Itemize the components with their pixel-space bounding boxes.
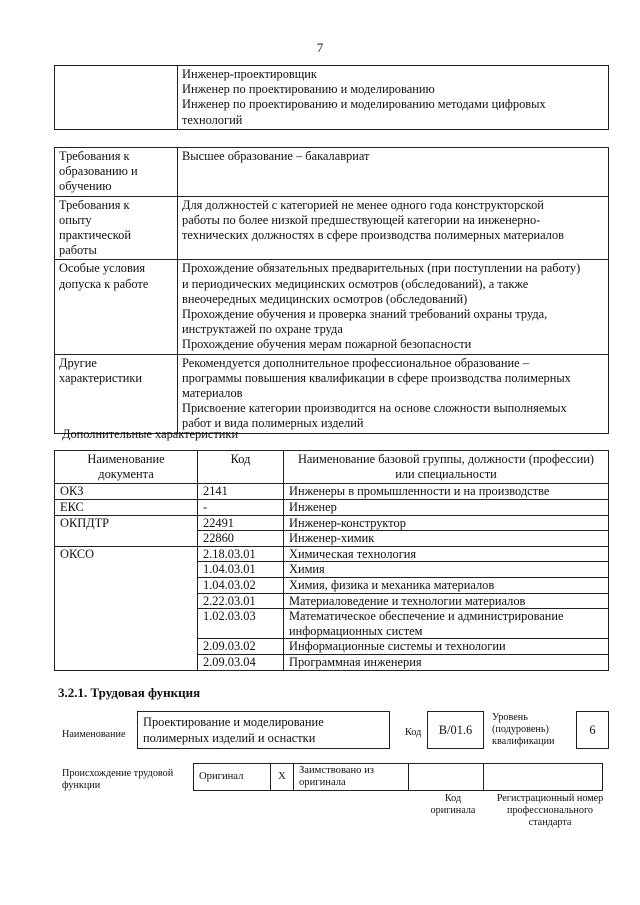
value-line: работы по более низкой предшествующей категории на инженерно- <box>182 212 541 227</box>
value-line: программы повышения квалификации в сфере производства полимерных <box>182 370 571 385</box>
code-cell: 2.18.03.01 <box>198 546 284 562</box>
requirement-label <box>55 196 178 260</box>
level-label-line: Уровень <box>492 712 528 723</box>
code-cell: 2.22.03.01 <box>198 593 284 609</box>
job-title-line: Инженер по проектированию и моделированию <box>182 82 435 97</box>
name-cell: Химия, физика и механика материалов <box>284 577 609 593</box>
section-title: 3.2.1. Трудовая функция <box>58 685 201 700</box>
additional-characteristics-heading: Дополнительные характеристики <box>62 427 239 441</box>
caption-line: стандарта <box>528 817 572 828</box>
header-line: документа <box>98 467 154 482</box>
table-row <box>55 500 609 516</box>
caption-line: профессионального <box>507 805 593 816</box>
column-header-document <box>55 451 198 484</box>
original-code-caption <box>418 793 488 817</box>
requirement-value <box>178 354 609 433</box>
label-line: Другие <box>59 355 97 370</box>
borrowed-cell <box>294 764 409 791</box>
name-cell: Инженеры в промышленности и на производстве <box>284 484 609 500</box>
value-line: Прохождение обучения мерам пожарной безопасности <box>182 337 472 352</box>
value-line: Для должностей с категорией не менее одного года конструкторской <box>182 197 544 212</box>
requirement-row-education <box>55 148 609 197</box>
name-line: Математическое обеспечение и администрирование <box>289 609 564 624</box>
job-title-line: Инженер по проектированию и моделированию методами цифровых <box>182 97 546 112</box>
value-line: Присвоение категории производится на основе сложности выполняемых <box>182 401 567 416</box>
code-cell: 1.04.03.01 <box>198 562 284 578</box>
value-line: материалов <box>182 386 243 401</box>
header-line: Наименование базовой группы, должности (профессии) <box>297 452 595 466</box>
requirement-value <box>178 148 609 197</box>
value-line: Высшее образование – бакалавриат <box>182 149 370 163</box>
code-cell: - <box>198 500 284 516</box>
caption-line: Регистрационный номер <box>496 793 604 804</box>
value-line: технических должностях в сфере производства полимерных материалов <box>182 228 564 243</box>
requirement-row-experience <box>55 196 609 260</box>
requirement-value <box>178 196 609 260</box>
caption-line: оригинала <box>430 805 476 816</box>
origin-label <box>62 768 173 792</box>
borrowed-line: оригинала <box>299 777 346 788</box>
label-line: характеристики <box>59 370 143 385</box>
function-code-box: B/01.6 <box>427 711 484 749</box>
original-code-cell <box>409 764 484 791</box>
doc-cell: ОКЗ <box>55 484 198 500</box>
table-header-row <box>55 451 609 484</box>
origin-label-line: Происхождение трудовой <box>62 768 174 779</box>
code-cell: 1.02.03.03 <box>198 609 284 639</box>
label-line: образованию и <box>59 164 138 179</box>
label-line: практической <box>59 228 131 243</box>
code-cell: 22491 <box>198 515 284 531</box>
requirement-value <box>178 260 609 354</box>
function-name-line: Проектирование и моделирование <box>143 715 324 729</box>
job-title-line: Инженер-проектировщик <box>182 67 317 81</box>
origin-label-line: функции <box>62 780 101 791</box>
header-line: или специальности <box>395 467 497 482</box>
value-line: работ и вида полимерных изделий <box>182 416 364 431</box>
label-line: Требования к <box>59 197 130 212</box>
column-header-name <box>284 451 609 484</box>
value-line: инструктажей по охране труда <box>182 322 343 337</box>
additional-characteristics-table <box>54 450 609 671</box>
job-titles-table <box>54 65 609 130</box>
value-line: Прохождение обучения и проверка знаний требований охраны труда, <box>182 307 548 322</box>
value-line: и периодических медицинских осмотров (обследований), а также <box>182 276 529 291</box>
qualification-level-box: 6 <box>576 711 609 749</box>
code-cell: 1.04.03.02 <box>198 577 284 593</box>
name-cell <box>284 609 609 639</box>
registration-number-cell <box>484 764 603 791</box>
label-line: Особые условия <box>59 261 146 276</box>
requirement-label <box>55 148 178 197</box>
doc-cell: ЕКС <box>55 500 198 516</box>
column-header-code <box>198 451 284 484</box>
code-cell: 2.09.03.02 <box>198 639 284 655</box>
value-line: Прохождение обязательных предварительных (при поступлении на работу) <box>182 261 581 276</box>
doc-cell: ОКСО <box>55 546 198 670</box>
name-cell: Инженер <box>284 500 609 516</box>
code-cell: 2.09.03.04 <box>198 654 284 670</box>
job-titles-empty-cell <box>55 66 178 130</box>
value-line: внеочередных медицинских осмотров (обследований) <box>182 291 468 306</box>
name-label: Наименование <box>62 729 126 740</box>
name-cell: Химия <box>284 562 609 578</box>
name-cell: Инженер-конструктор <box>284 515 609 531</box>
level-label-line: (подуровень) <box>492 724 549 735</box>
label-line: работы <box>59 243 97 258</box>
requirement-label <box>55 260 178 354</box>
function-name-line: полимерных изделий и оснастки <box>143 731 316 745</box>
caption-line: Код <box>444 793 462 804</box>
level-label-line: квалификации <box>492 736 555 747</box>
code-cell: 22860 <box>198 531 284 547</box>
name-cell: Программная инженерия <box>284 654 609 670</box>
requirement-label <box>55 354 178 433</box>
borrowed-line: Заимствовано из <box>299 765 374 776</box>
doc-cell: ОКПДТР <box>55 515 198 546</box>
page-number: 7 <box>316 40 324 55</box>
requirement-row-other <box>55 354 609 433</box>
name-cell: Химическая технология <box>284 546 609 562</box>
table-row <box>55 484 609 500</box>
requirements-table <box>54 147 609 434</box>
label-line: обучению <box>59 179 112 194</box>
label-line: Требования к <box>59 149 130 163</box>
code-label: Код <box>405 727 422 738</box>
code-cell: 2141 <box>198 484 284 500</box>
name-cell: Материаловедение и технологии материалов <box>284 593 609 609</box>
function-name-box <box>137 711 390 749</box>
label-line: допуска к работе <box>59 276 149 291</box>
name-cell: Инженер-химик <box>284 531 609 547</box>
requirement-row-admission <box>55 260 609 354</box>
table-row <box>55 515 609 531</box>
qualification-level-label <box>492 712 555 748</box>
job-title-line: технологий <box>182 112 243 127</box>
job-titles-cell <box>178 66 609 130</box>
header-line: Код <box>230 452 251 466</box>
original-cell: Оригинал <box>194 764 271 791</box>
label-line: опыту <box>59 212 92 227</box>
name-cell: Информационные системы и технологии <box>284 639 609 655</box>
name-line: информационных систем <box>289 623 423 638</box>
table-row <box>55 546 609 562</box>
original-mark: X <box>271 764 294 791</box>
value-line: Рекомендуется дополнительное профессиональное образование – <box>182 355 529 370</box>
origin-table <box>193 763 603 791</box>
registration-number-caption <box>490 793 610 829</box>
header-line: Наименование <box>87 452 165 466</box>
